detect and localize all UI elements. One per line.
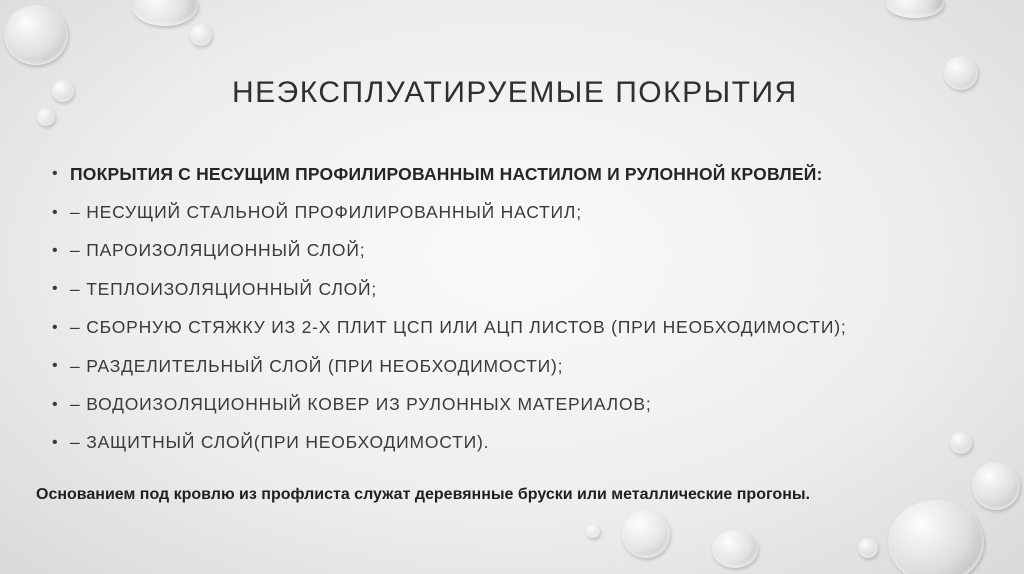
list-item bbox=[52, 385, 847, 423]
water-drop-decoration bbox=[944, 56, 978, 90]
list-item-text: – НЕСУЩИЙ СТАЛЬНОЙ ПРОФИЛИРОВАННЫЙ НАСТИЛ; bbox=[70, 202, 582, 223]
list-item-text: – ПАРОИЗОЛЯЦИОННЫЙ СЛОЙ; bbox=[70, 240, 366, 261]
water-drop-decoration bbox=[972, 462, 1020, 510]
list-item-text: ПОКРЫТИЯ С НЕСУЩИМ ПРОФИЛИРОВАННЫМ НАСТИЛОМ И РУЛОННОЙ КРОВЛЕЙ: bbox=[70, 163, 823, 184]
water-drop-decoration bbox=[190, 24, 212, 46]
list-item-text: – ВОДОИЗОЛЯЦИОННЫЙ КОВЕР ИЗ РУЛОННЫХ МАТЕРИАЛОВ; bbox=[70, 394, 652, 415]
water-drop-decoration bbox=[622, 510, 670, 558]
list-item-text: – ЗАЩИТНЫЙ СЛОЙ(ПРИ НЕОБХОДИМОСТИ). bbox=[70, 432, 490, 453]
bullet-icon: • bbox=[52, 165, 59, 183]
water-drop-decoration bbox=[950, 432, 972, 454]
bullet-icon: • bbox=[52, 357, 59, 375]
bullet-icon: • bbox=[52, 395, 59, 413]
list-item-text: – ТЕПЛОИЗОЛЯЦИОННЫЙ СЛОЙ; bbox=[70, 278, 378, 299]
list-item bbox=[52, 309, 847, 347]
water-drop-decoration bbox=[858, 538, 878, 558]
list-item bbox=[52, 155, 847, 193]
list-item bbox=[52, 424, 847, 462]
list-item-text: – РАЗДЕЛИТЕЛЬНЫЙ СЛОЙ (ПРИ НЕОБХОДИМОСТИ); bbox=[70, 355, 564, 376]
water-drop-decoration bbox=[712, 530, 758, 568]
bullet-icon: • bbox=[52, 203, 59, 221]
water-drop-decoration bbox=[886, 0, 944, 18]
list-item bbox=[52, 347, 847, 385]
bullet-icon: • bbox=[52, 241, 59, 259]
list-item bbox=[52, 232, 847, 270]
bullet-icon: • bbox=[52, 433, 59, 451]
footnote-text: Основанием под кровлю из профлиста служат деревянные бруски или металлические прогоны. bbox=[36, 486, 810, 503]
water-drop-decoration bbox=[132, 0, 198, 26]
slide-title: НЕЭКСПЛУАТИРУЕМЫЕ ПОКРЫТИЯ bbox=[232, 76, 798, 109]
bullet-icon: • bbox=[52, 318, 59, 336]
list-item bbox=[52, 193, 847, 231]
water-drop-decoration bbox=[586, 524, 600, 538]
list-item bbox=[52, 270, 847, 308]
list-item-text: – СБОРНУЮ СТЯЖКУ ИЗ 2-Х ПЛИТ ЦСП ИЛИ АЦП ЛИСТОВ (ПРИ НЕОБХОДИМОСТИ); bbox=[70, 317, 847, 338]
bullet-icon: • bbox=[52, 280, 59, 298]
bullet-list bbox=[52, 155, 847, 462]
water-drop-decoration bbox=[4, 5, 68, 65]
water-drop-decoration bbox=[888, 500, 984, 574]
water-drop-decoration bbox=[52, 80, 74, 102]
water-drop-decoration bbox=[37, 108, 55, 126]
